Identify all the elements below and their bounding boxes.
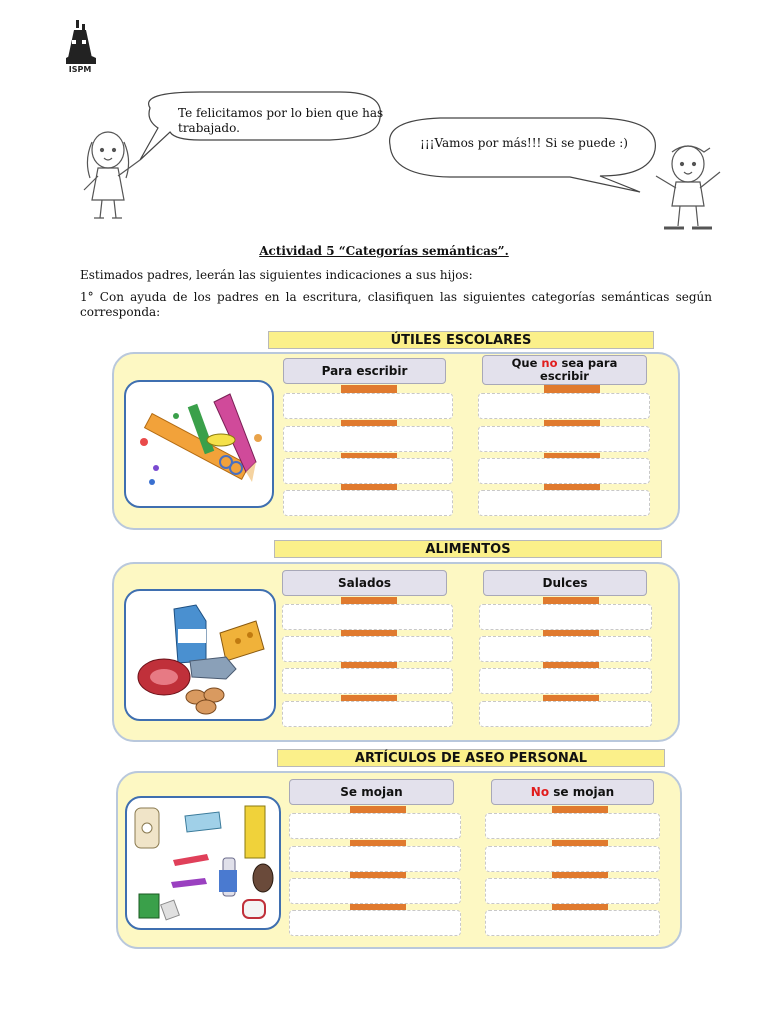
answer-field[interactable] — [289, 878, 461, 904]
intro-text: Estimados padres, leerán las siguientes indicaciones a sus hijos: — [80, 268, 473, 282]
answer-field[interactable] — [478, 393, 650, 419]
bubble-left-text: Te felicitamos por lo bien que has trabajado. — [178, 106, 384, 135]
col-head-salados: Salados — [282, 570, 447, 596]
col-head-no-escribir: Que no sea para escribir — [482, 355, 647, 385]
speech-bubbles — [0, 90, 768, 240]
food-icon — [126, 591, 276, 721]
answer-field[interactable] — [283, 490, 453, 516]
answer-field[interactable] — [282, 701, 453, 727]
girl-icon — [84, 132, 140, 218]
answer-field[interactable] — [479, 668, 652, 694]
answer-field[interactable] — [479, 636, 652, 662]
answer-field[interactable] — [283, 426, 453, 452]
answer-field[interactable] — [289, 910, 461, 936]
answer-field[interactable] — [282, 668, 453, 694]
col-head-se-mojan: Se mojan — [289, 779, 454, 805]
answer-field[interactable] — [485, 813, 660, 839]
answer-field[interactable] — [289, 813, 461, 839]
section-title-alimentos: ALIMENTOS — [274, 540, 662, 558]
hygiene-items-icon — [127, 798, 281, 930]
food-image — [124, 589, 276, 721]
school-supplies-image — [124, 380, 274, 508]
answer-field[interactable] — [283, 458, 453, 484]
section-title-aseo: ARTÍCULOS DE ASEO PERSONAL — [277, 749, 665, 767]
school-logo — [60, 18, 100, 74]
answer-field[interactable] — [289, 846, 461, 872]
col-head-no-se-mojan: No se mojan — [491, 779, 654, 805]
boy-icon — [656, 146, 720, 228]
section-title-utiles: ÚTILES ESCOLARES — [268, 331, 654, 349]
answer-field[interactable] — [479, 701, 652, 727]
school-supplies-icon — [126, 382, 274, 508]
answer-field[interactable] — [485, 878, 660, 904]
col-head-dulces: Dulces — [483, 570, 647, 596]
answer-field[interactable] — [485, 910, 660, 936]
answer-field[interactable] — [282, 636, 453, 662]
bubble-right-text: ¡¡¡Vamos por más!!! Si se puede :) — [420, 136, 628, 150]
instruction-text: 1° Con ayuda de los padres en la escritura, clasifiquen las siguientes categorías semánticas según corresponda: — [80, 290, 712, 319]
answer-field[interactable] — [485, 846, 660, 872]
col-head-para-escribir: Para escribir — [283, 358, 446, 384]
answer-field[interactable] — [478, 490, 650, 516]
answer-field[interactable] — [283, 393, 453, 419]
answer-field[interactable] — [282, 604, 453, 630]
answer-field[interactable] — [479, 604, 652, 630]
hygiene-items-image — [125, 796, 281, 930]
answer-field[interactable] — [478, 458, 650, 484]
logo-text: ISPM — [68, 65, 92, 74]
answer-field[interactable] — [478, 426, 650, 452]
activity-title: Actividad 5 “Categorías semánticas”. — [259, 244, 509, 258]
